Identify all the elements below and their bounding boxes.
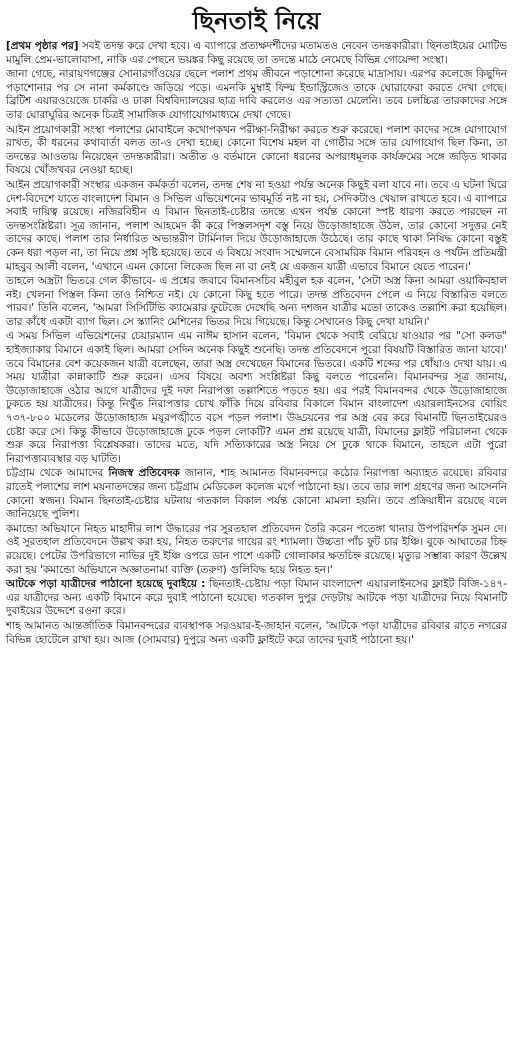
paragraph-text: এ সময় সিভিল এভিয়েশনের চেয়ারম্যান এম নাঈম হাসান বলেন, 'বিমান থেকে সবাই বেরিয়ে যাওয়ার পর "সো কলড" হাইজ্যাকার বিমানে একাই ছিল। আমরা সেদিন অনেক কিছুই শুনেছি। তদন্ত প্রতিবেদনে পুরো বিষয়টি বিস্তারিত জানা যাবে।' তবে বিমানের বেশ কয়েকজন যাত্রী বলেছেন, তারা অস্ত্র দেখেছেন বিমানের ভিতরে। একটি শব্দের পর ধোঁয়াও দেখা যায়। এ সময় যাত্রীরা কান্নাকাটি শুরু করেন। এসব বিষয়ে অবশ্য সংশ্লিষ্টরা কিছু বলতে পারেননি। বিমানবন্দর সূত্র জানায়, উড়োজাহাজে ওঠার আগে যাত্রীদের দুই দফা নিরাপত্তা তল্লাশিতে পড়তে হয়। এর পরই বিমানবন্দর থেকে উড়োজাহাজে ঢুকতে হয় যাত্রীদের। কিন্তু নিখুঁত নিরাপত্তার চোখ ফাঁকি দিয়ে রবিবার বিকালে বিমান বাংলাদেশ এয়ারলাইনসের বোয়িং ৭৩৭-৮০০ মডেলের উড়োজাহাজ ময়ূরপঙ্খীতে বসে পড়ল পলাশ। উড্ডয়নের পর অস্ত্র বের করে বিমানটি ছিনতাইয়েরও চেষ্টা করে সে। কিন্তু কীভাবে উড়োজাহাজে ঢুকে পড়ল লোকটি? এমন প্রশ্ন রয়েছে যাত্রী, বিমানের ফ্লাইট পরিচালনা থেকে শুরু করে নিরাপত্তা বিশ্লেষকরা। তাদের মতে, যদি সত্যিকারের অস্ত্র নিয়ে সে ঢুকে থাকে বিমানে, তাহলে এটা পুরো নিরাপত্তাব্যবস্থার বড় ঘাটতি। <box>6 330 507 465</box>
continuation-marker: [প্রথম পৃষ্ঠার পর] <box>6 40 79 52</box>
paragraph-lead-text: চট্টগ্রাম থেকে আমাদের <box>6 467 104 480</box>
subheading: আটকে পড়া যাত্রীদের পাঠানো হয়েছে দুবাইয়ে : <box>6 578 206 591</box>
paragraph-text: কমান্ডো অভিযানে নিহত মাহাদীর লাশ উদ্ধারের পর সুরতহাল প্রতিবেদন তৈরি করেন পতেঙ্গা থানার উপপরিদর্শক সুমন দে। ওই সুরতহাল প্রতিবেদনে উল্লখ করা হয়, নিহত তরুণের গায়ের রং শ্যামলা। উচ্চতা পাঁচ ফুট চার ইঞ্চি। বুকে আঘাতের চিহ্ন রয়েছে। পেটের উপরিভাগে নাভির দুই ইঞ্চি ওপরে ডান পাশে একটি গোলাকার ক্ষতচিহ্ন রয়েছে। মৃত্যুর সম্ভাব্য কারণ উল্লেখ করা হয় 'কমান্ডো অভিযানে অজ্ঞাতনামা ব্যক্তি (তরুণ) গুলিবিদ্ধ হয়ে নিহত হন।' <box>6 522 507 576</box>
paragraph-text: শাহ আমানত আন্তর্জাতিক বিমানবন্দরের ব্যবস্থাপক সরওয়ার-ই-জাহান বলেন, 'আটকে পড়া যাত্রীদের রবিবার রাতে নগরের বিভিন্ন হোটেলে রাখা হয়। আজ (সোমবার) দুপুরে অন্য একটি ফ্লাইটে করে তাদের দুবাই পাঠানো হয়।' <box>6 619 507 646</box>
paragraph-text: জানান, শাহ আমানত বিমানবন্দরে কঠোর নিরাপত্তা অব্যাহত রয়েছে। রবিবার রাতেই পলাশের লাশ ময়নাতদন্তের জন্য চট্টগ্রাম মেডিকেল কলেজ মর্গে পাঠানো হয়। তবে তার লাশ গ্রহণের জন্য আসেননি কোনো স্বজন। বিমান ছিনতাই-চেষ্টার ঘটনায় গতকাল বিকাল পর্যন্ত কোনো মামলা হয়নি। তবে প্রক্রিয়াধীন রয়েছে বলে জানিয়েছে পুলিশ। <box>6 467 507 521</box>
paragraph-9 <box>6 578 507 619</box>
paragraph-8 <box>6 523 507 577</box>
paragraph-7 <box>6 467 507 521</box>
paragraph-2 <box>6 68 507 122</box>
article-body <box>6 40 507 647</box>
paragraph-1 <box>6 40 507 67</box>
paragraph-4 <box>6 179 507 274</box>
paragraph-text: আইন প্রয়োগকারী সংস্থার একজন কর্মকর্তা বলেন, তদন্ত শেষ না হওয়া পর্যন্ত অনেক কিছুই বলা যাবে না। তবে এ ঘটনা ঘিরে দেশ-বিদেশে যাতে বাংলাদেশ বিমান ও সিভিল এভিয়েশনের ভাবমূর্তি নষ্ট না হয়, সেদিকটাও খেয়াল রাখতে হবে। এ ব্যাপারে সবাই দায়িত্ব রয়েছে। নজিরবিহীন এ বিমান ছিনতাই-চেষ্টার তদন্তে এখন পর্যন্ত কোনো স্পষ্ট ধারণা করতে পারছেন না তদন্তসংশ্লিষ্টরা। সূত্র জানান, পলাশ আহমেদ কী করে পিস্তলসদৃশ বস্তু নিয়ে উড়োজাহাজে উঠল, তার কোনো সদুত্তর নেই তাদের কাছে। পলাশ তার নির্ধারিত অভ্যন্তরীণ টার্মিনাল দিয়ে উড়োজাহাজে উঠেছে। তার কাছে থাকা নিষিদ্ধ কোনো বস্তুই কেন ধরা পড়ল না, তা নিয়ে প্রশ্ন সৃষ্টি হয়েছে। তবে এ বিষয়ে সংবাদ সম্মেলনে বেসামরিক বিমান পরিবহন ও পর্যটন প্রতিমন্ত্রী মাহবুব আলী বলেন, 'এখানে এমন কোনো লিকেজ ছিল না বা নেই যে একজন যাত্রী এভাবে বিমানে যেতে পারেন।' <box>6 178 507 273</box>
paragraph-text: তাহলে অস্ত্রটা ভিতরে গেল কীভাবে- এ প্রশ্নের জবাবে বিমানসচিব মহীবুল হক বলেন, 'সেটা অস্ত্র কিনা আমরা ওয়াকিবহাল নই। খেলনা পিস্তল কিনা তাও নিশ্চিত নই। যে কোনো কিছু হতে পারে। তদন্ত প্রতিবেদন পেলে এ নিয়ে বিস্তারিত বলতে পারব।' তিনি বলেন, 'আমরা সিসিটিভি ক্যামেরার ফুটেজে দেখেছি অন্য দশজন যাত্রীর মতো তাকেও তল্লাশি করা হয়েছিল। তার কাঁধে একটা ব্যাগ ছিল। সে স্ক্যানিং মেশিনের ভিতর দিয়ে গিয়েছে। কিন্তু সেখানেও কিছু দেখা যায়নি।' <box>6 275 507 328</box>
paragraph-6 <box>6 330 507 466</box>
paragraph-10 <box>6 620 507 647</box>
paragraph-text: আইন প্রয়োগকারী সংস্থা পলাশের মোবাইলে কথোপকথন পরীক্ষা-নিরীক্ষা করতে শুরু করেছে। পলাশ কাদের সঙ্গে যোগাযোগ রাখত, কী ধরনের কথাবার্তা বলত তা-ও দেখা হচ্ছে। কোনো বিশেষ মহল বা গোষ্ঠীর সঙ্গে তার যোগাযোগ ছিল কিনা, তা তদন্তের আওতায় নিয়েছেন তদন্তকারীরা। অতীত ও বর্তমানে কোনো ধরনের অপরাধমূলক কার্যক্রমের সঙ্গে জড়িত থাকার বিষয়ে খোঁজখবর নেওয়া হচ্ছে। <box>6 123 507 177</box>
paragraph-text: ছিনতাই-চেষ্টায় পড়া বিমান বাংলাদেশ এয়ারলাইনসের ফ্লাইট বিজি-১৪৭-এর যাত্রীদের অন্য একটি বিমানে করে দুবাই পাঠানো হয়েছে। গতকাল দুপুর দেড়টায় আটকে পড়া যাত্রীদের নিয়ে বিমানটি দুবাইয়ের উদ্দেশে রওনা করে। <box>6 578 508 618</box>
paragraph-5 <box>6 275 507 329</box>
paragraph-3 <box>6 124 507 178</box>
byline: নিজস্ব প্রতিবেদক <box>103 467 180 480</box>
headline: ছিনতাই নিয়ে <box>192 6 321 35</box>
paragraph-text: জানা গেছে, নারায়ণগঞ্জের সোনারগাঁওয়ের ছেলে পলাশ প্রথম জীবনে পড়াশোনা করেছে মাদ্রাসায়। এরপর কলেজে কিছুদিন পড়াশোনার পর সে নানা কর্মকাণ্ডে জড়িয়ে পড়ে। এমনকি মুম্বাই ফিল্ম ইন্ডাস্ট্রিজেও তাকে ঘোরাফেরা করতে দেখা গেছে। ব্রিটিশ এয়ারওয়েজে চাকরি ও ঢাকা বিশ্ববিদ্যালয়ের ছাত্র দাবি করলেও এর সত্যতা মেলেনি। তবে চলচ্চিত্র তারকাদের সঙ্গে তার ঘোরাঘুরির অনেক চিত্রই সামাজিক যোগাযোগমাধ্যমে দেখা গেছে। <box>6 68 507 121</box>
paragraph-text: সবই তদন্ত করে দেখা হবে। এ ব্যাপারে প্রত্যক্ষদর্শীদের মতামতও নেবেন তদন্তকারীরা। ছিনতাইয়ের মোটিভ মামুলি প্রেম-ভালোবাসা, নাকি এর পেছনে ভয়ঙ্কর কিছু রয়েছে তা তদন্তে মাঠে নেমেছে বিভিন্ন গোয়েন্দা সংস্থা। <box>6 40 507 66</box>
